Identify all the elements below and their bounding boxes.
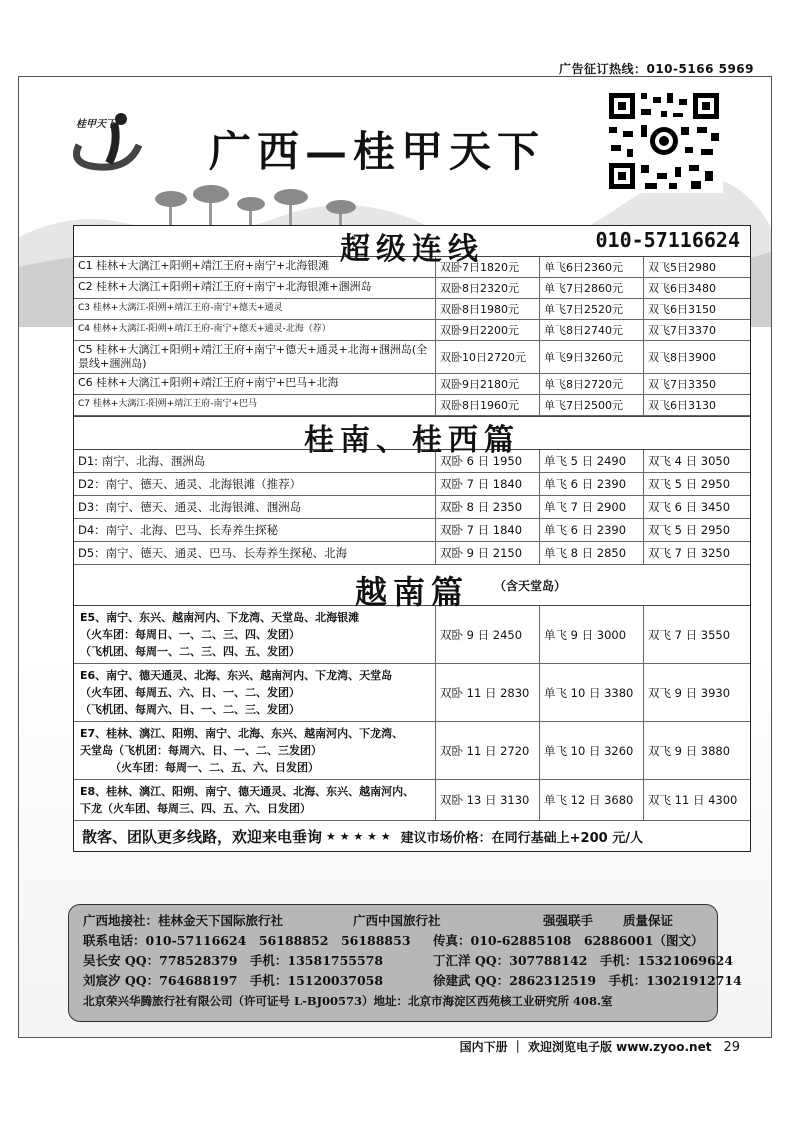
table-row	[74, 473, 750, 496]
route-line: E6、南宁、德天通灵、北海、东兴、越南河内、下龙湾、天堂岛	[80, 669, 393, 682]
route-line: E7、桂林、漓江、阳朔、南宁、北海、东兴、越南河内、下龙湾、	[80, 727, 404, 740]
price-cell: 单飞 10 日 3260	[540, 722, 644, 779]
route-cell	[74, 780, 436, 820]
section-guinan-header	[74, 416, 750, 458]
route-cell	[74, 606, 436, 663]
price-cell: 双飞5日2980	[648, 261, 716, 274]
table-row	[74, 320, 750, 341]
section-vietnam-subtitle: （含天堂岛）	[494, 579, 567, 593]
route-line: E5、南宁、东兴、越南河内、下龙湾、天堂岛、北海银滩	[80, 611, 360, 624]
table-row	[74, 374, 750, 395]
page-number: 29	[723, 1040, 740, 1055]
qr-code-icon	[605, 89, 723, 193]
logo-text: 桂甲天下	[76, 119, 116, 130]
route-line: （火车团、每周五、六、日、一、二、发团）	[80, 686, 300, 699]
table-row	[74, 664, 750, 722]
route-cell: D1: 南宁、北海、涠洲岛	[74, 450, 436, 472]
route-table	[73, 225, 751, 852]
super-phone: 010-57116624	[595, 228, 740, 252]
price-cell: 双卧 9 日 2450	[436, 606, 540, 663]
price-cell: 双卧10日2720元	[436, 341, 540, 373]
price-cell: 单飞7日2520元	[540, 299, 644, 319]
price-cell: 单飞9日3260元	[540, 341, 644, 373]
table-row	[74, 395, 750, 416]
section-super-title: 超级连线	[340, 232, 484, 267]
table-row	[74, 496, 750, 519]
route-line: （火车团：每周一、二、五、六、日发团）	[110, 761, 319, 774]
table-row	[74, 606, 750, 664]
page-title: 广西—桂甲天下	[209, 127, 546, 176]
route-cell	[74, 664, 436, 721]
footer-text: 散客、团队更多线路，欢迎来电垂询	[82, 827, 323, 846]
table-row	[74, 299, 750, 320]
price-cell: 双卧 7 日 1840	[436, 519, 540, 541]
price-cell: 双卧 9 日 2150	[436, 542, 540, 564]
route-cell: C2 桂林+大漓江+阳朔+靖江王府+南宁+北海银滩+涠洲岛	[74, 278, 436, 298]
price-cell: 双卧 13 日 3130	[436, 780, 540, 820]
contact-company: 北京荣兴华腾旅行社有限公司（许可证号 L-BJ00573）地址：北京市海淀区西苑核工业研究所 408.室	[83, 994, 613, 1008]
price-cell: 双飞 5 日 2950	[648, 477, 731, 491]
route-cell: D2：南宁、德天、通灵、北海银滩（推荐）	[74, 473, 436, 495]
price-cell: 双飞7日3370	[648, 324, 716, 337]
price-cell: 双飞8日3900	[648, 351, 716, 364]
route-line: 天堂岛（飞机团：每周六、日、一、二、三发团）	[80, 744, 322, 757]
price-cell: 双飞 7 日 3250	[648, 546, 731, 560]
page-footer	[460, 1038, 740, 1055]
contact-slogan-1: 强强联手	[543, 913, 594, 928]
contact-fax: 传真：010-62885108 62886001（图文）	[433, 933, 704, 948]
price-cell: 单飞 10 日 3380	[540, 664, 644, 721]
section-vietnam-header	[74, 565, 750, 611]
price-cell: 双飞 6 日 3450	[648, 500, 731, 514]
footer-site: 国内下册 ｜ 欢迎浏览电子版 www.zyoo.net	[459, 1040, 712, 1054]
price-cell: 单飞7日2860元	[540, 278, 644, 298]
contact-person-1: 吴长安 QQ：778528379 手机：13581755578	[83, 953, 384, 968]
price-cell: 单飞7日2500元	[540, 395, 644, 415]
price-cell: 双卧9日2200元	[436, 320, 540, 340]
footer-stars: ★ ★ ★ ★ ★	[326, 829, 391, 843]
contact-person-2: 丁汇洋 QQ：307788142 手机：15321069624	[433, 953, 734, 968]
price-cell: 双卧8日1980元	[436, 299, 540, 319]
footer-price: 建议市场价格：在同行基础上+200 元/人	[400, 830, 643, 846]
table-row	[74, 519, 750, 542]
price-cell: 双卧8日2320元	[436, 278, 540, 298]
price-cell: 双飞7日3350	[648, 378, 716, 391]
route-cell: D4：南宁、北海、巴马、长寿养生探秘	[74, 519, 436, 541]
price-cell: 双飞 9 日 3930	[648, 685, 731, 700]
price-cell: 单飞 7 日 2900	[540, 496, 644, 518]
price-cell: 双飞 11 日 4300	[648, 793, 738, 807]
price-cell: 双飞 5 日 2950	[648, 523, 731, 537]
price-cell: 双卧 8 日 2350	[436, 496, 540, 518]
price-cell: 单飞8日2740元	[540, 320, 644, 340]
price-cell: 单飞 8 日 2850	[540, 542, 644, 564]
route-cell: D5：南宁、德天、通灵、巴马、长寿养生探秘、北海	[74, 542, 436, 564]
table-row	[74, 278, 750, 299]
table-row	[74, 341, 750, 374]
route-cell: C6 桂林+大漓江+阳朔+靖江王府+南宁+巴马+北海	[74, 374, 436, 394]
price-cell: 单飞 6 日 2390	[540, 519, 644, 541]
contact-phone: 联系电话：010-57116624 56188852 56188853	[83, 933, 411, 948]
contact-agency-2: 广西中国旅行社	[353, 913, 441, 928]
advert-page	[18, 76, 772, 1038]
route-line: （火车团：每周日、一、二、三、四、发团）	[80, 628, 300, 641]
route-line: （飞机团、每周六、日、一、二、三、发团）	[80, 703, 300, 716]
section-guinan-title: 桂南、桂西篇	[304, 423, 520, 458]
ad-hotline: 广告征订热线：010-5166 5969	[558, 62, 754, 76]
price-cell: 单飞 9 日 3000	[540, 606, 644, 663]
route-cell: D3：南宁、德天、通灵、北海银滩、涠洲岛	[74, 496, 436, 518]
price-cell: 单飞 5 日 2490	[540, 450, 644, 472]
price-cell: 单飞8日2720元	[540, 374, 644, 394]
price-cell: 单飞 12 日 3680	[540, 780, 644, 820]
route-cell: C3 桂林+大漓江-阳朔+靖江王府-南宁+德天+通灵	[74, 299, 436, 319]
price-cell: 双卧7日1820元	[436, 257, 540, 277]
route-cell: C7 桂林+大漓江-阳朔+靖江王府-南宁+巴马	[74, 395, 436, 415]
price-cell: 双卧 11 日 2830	[436, 664, 540, 721]
price-cell: 双卧9日2180元	[436, 374, 540, 394]
route-cell: C1 桂林+大漓江+阳朔+靖江王府+南宁+北海银滩	[74, 257, 436, 277]
table-row	[74, 780, 750, 821]
section-vietnam-title: 越南篇	[354, 573, 470, 611]
price-cell: 双飞6日3130	[648, 399, 716, 412]
price-cell: 双卧 11 日 2720	[436, 722, 540, 779]
contact-box	[68, 904, 742, 1022]
price-cell: 双卧 6 日 1950	[436, 450, 540, 472]
contact-agency: 广西地接社：桂林金天下国际旅行社	[83, 913, 284, 928]
price-cell: 双飞 9 日 3880	[648, 743, 731, 758]
route-cell	[74, 722, 436, 779]
price-cell: 双卧 7 日 1840	[436, 473, 540, 495]
table-row	[74, 542, 750, 565]
route-line: 下龙（火车团、每周三、四、五、六、日发团）	[80, 802, 311, 815]
price-cell: 单飞6日2360元	[540, 257, 644, 277]
footer-line	[74, 821, 750, 851]
price-cell: 双飞6日3150	[648, 303, 716, 316]
contact-person-4: 徐建武 QQ：2862312519 手机：13021912714	[433, 973, 742, 988]
price-cell: 双飞 4 日 3050	[648, 454, 731, 468]
price-cell: 双飞6日3480	[648, 282, 716, 295]
table-row	[74, 722, 750, 780]
price-cell: 单飞 6 日 2390	[540, 473, 644, 495]
contact-slogan-2: 质量保证	[623, 913, 674, 928]
route-line: E8、桂林、漓江、阳朔、南宁、德天通灵、北海、东兴、越南河内、	[80, 785, 415, 798]
route-line: （飞机团、每周一、二、三、四、五、发团）	[80, 645, 300, 658]
route-cell: C4 桂林+大漓江-阳朔+靖江王府-南宁+德天+通灵-北海（荐）	[74, 320, 436, 340]
contact-person-3: 刘宸汐 QQ：764688197 手机：15120037058	[83, 973, 384, 988]
price-cell: 双飞 7 日 3550	[648, 627, 731, 642]
route-cell: C5 桂林+大漓江+阳朔+靖江王府+南宁+德天+通灵+北海+涠洲岛(全景线+涠洲岛)	[74, 341, 436, 373]
price-cell: 双卧8日1960元	[436, 395, 540, 415]
